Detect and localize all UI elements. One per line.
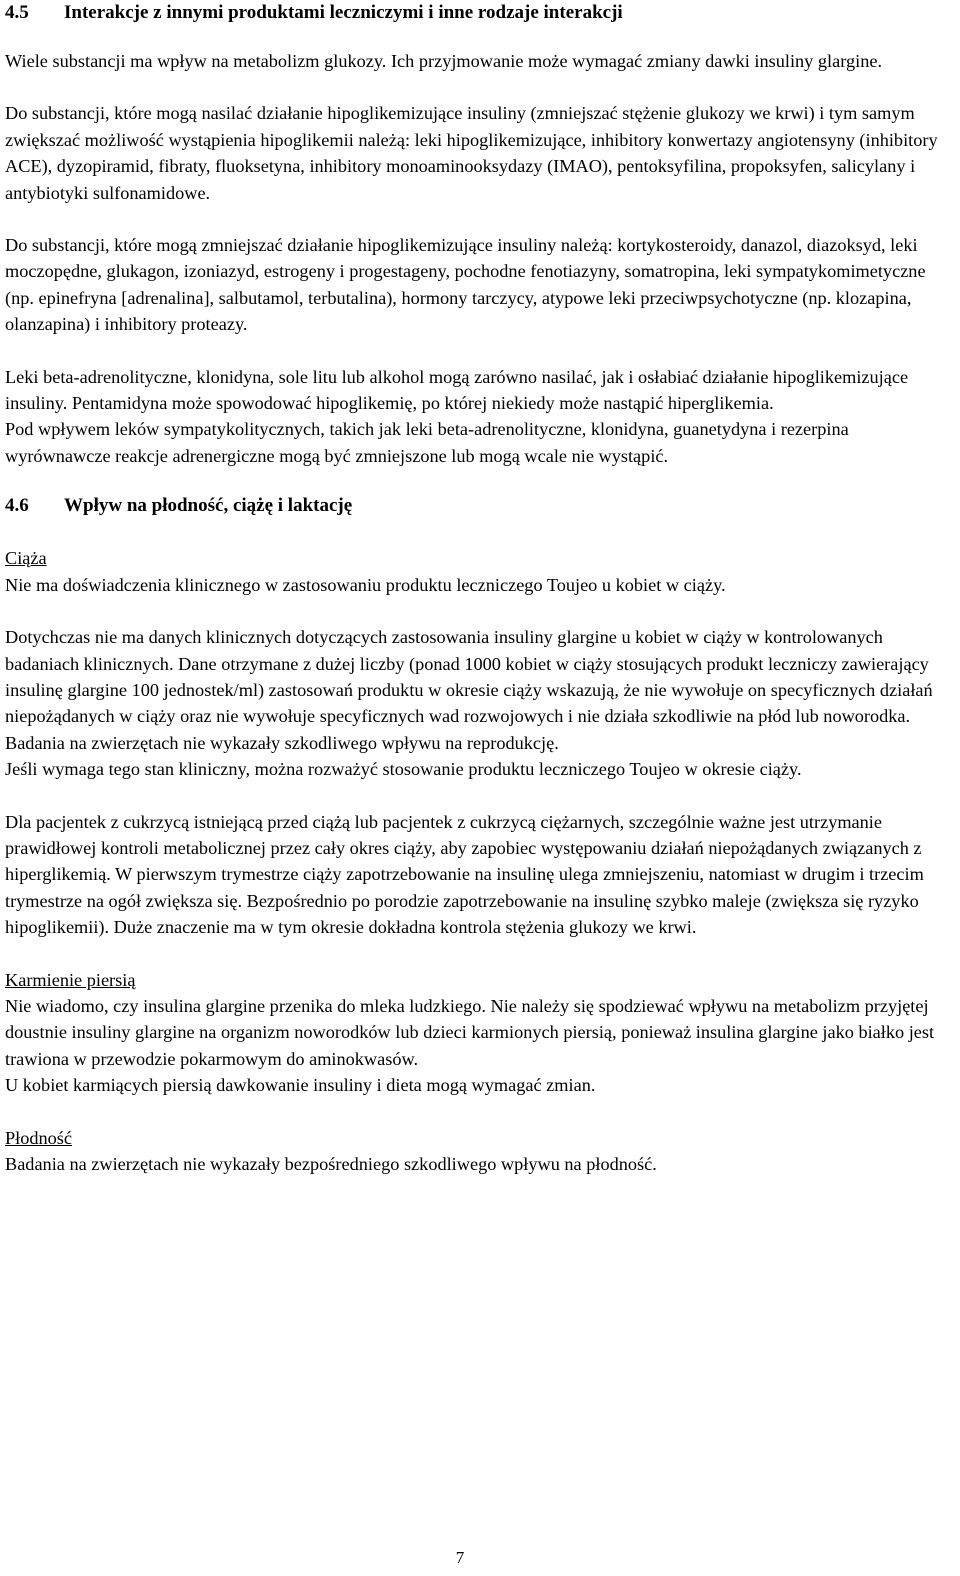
- paragraph: Badania na zwierzętach nie wykazały szkodliwego wpływu na reprodukcję.: [5, 732, 559, 753]
- page-number: 7: [455, 1548, 465, 1567]
- paragraph: Do substancji, które mogą nasilać działanie hipoglikemizujące insuliny (zmniejszać stężenie glukozy we krwi) i tym samym zwiększać możliwość wystąpienia hipoglikemii należą: leki hipoglikemizujące, inhibitory konwertazy angiotensyny (inhibitory ACE), dyzopiramid, fibraty, fluoksetyna, inhibitory monoaminooksydazy (IMAO), pentoksyfilina, propoksyfen, salicylany i antybiotyki sulfonamidowe.: [5, 103, 938, 203]
- section-heading-4-6: [5, 493, 957, 519]
- paragraph: U kobiet karmiących piersią dawkowanie insuliny i dieta mogą wymagać zmian.: [5, 1075, 596, 1096]
- section-title: Interakcje z innymi produktami leczniczymi i inne rodzaje interakcji: [64, 2, 623, 23]
- paragraph: Nie wiadomo, czy insulina glargine przenika do mleka ludzkiego. Nie należy się spodziewać wpływu na metabolizm przyjętej doustnie insuliny glargine na organizm noworodków lub dzieci karmionych piersią, ponieważ insulina glargine jako białko jest trawiona w przewodzie pokarmowym do aminokwasów.: [5, 995, 935, 1069]
- subheading-fertility: Płodność: [5, 1127, 73, 1148]
- paragraph: Wiele substancji ma wpływ na metabolizm glukozy. Ich przyjmowanie może wymagać zmiany dawki insuliny glargine.: [5, 51, 883, 71]
- document-page: [5, 0, 957, 1177]
- section-number: 4.5: [5, 2, 29, 23]
- paragraph: Leki beta-adrenolityczne, klonidyna, sole litu lub alkohol mogą zarówno nasilać, jak i osłabiać działanie hipoglikemizujące insuliny. Pentamidyna może spowodować hipoglikemię, po której niekiedy może nastąpić hiperglikemia.: [5, 366, 909, 414]
- paragraph: Jeśli wymaga tego stan kliniczny, można rozważyć stosowanie produktu leczniczego Toujeo w okresie ciąży.: [5, 759, 802, 780]
- subheading-pregnancy: Ciąża: [5, 548, 47, 569]
- subheading-breastfeeding: Karmienie piersią: [5, 969, 136, 990]
- paragraph: Nie ma doświadczenia klinicznego w zastosowaniu produktu leczniczego Toujeo u kobiet w ciąży.: [5, 574, 726, 595]
- paragraph: Badania na zwierzętach nie wykazały bezpośredniego szkodliwego wpływu na płodność.: [5, 1154, 657, 1174]
- paragraph: Pod wpływem leków sympatykolitycznych, takich jak leki beta-adrenolityczne, klonidyna, guanetydyna i rezerpina wyrównawcze reakcje adrenergiczne mogą być zmniejszone lub mogą wcale nie wystąpić.: [5, 419, 849, 466]
- section-title: Wpływ na płodność, ciążę i laktację: [64, 495, 353, 517]
- paragraph: Do substancji, które mogą zmniejszać działanie hipoglikemizujące insuliny należą: kortykosteroidy, danazol, diazoksyd, leki moczopędne, glukagon, izoniazyd, estrogeny i progestageny, pochodne fenotiazyny, somatropina, leki sympatykomimetyczne (np. epinefryna [adrenalina], salbutamol, terbutalina), hormony tarczycy, atypowe leki przeciwpsychotyczne (np. klozapina, olanzapina) i inhibitory proteazy.: [5, 235, 926, 335]
- paragraph: Dla pacjentek z cukrzycą istniejącą przed ciążą lub pacjentek z cukrzycą ciężarnych, szczególnie ważne jest utrzymanie prawidłowej kontroli metabolicznej przez cały okres ciąży, aby zapobiec występowaniu działań niepożądanych związanych z hiperglikemią. W pierwszym trymestrze ciąży zapotrzebowanie na insulinę ulega zmniejszeniu, natomiast w drugim i trzecim trymestrze na ogół zwiększa się. Bezpośrednio po porodzie zapotrzebowanie na insulinę szybko maleje (zwiększa się ryzyko hipoglikemii). Duże znaczenie ma w tym okresie dokładna kontrola stężenia glukozy we krwi.: [5, 811, 924, 938]
- paragraph: Dotychczas nie ma danych klinicznych dotyczących zastosowania insuliny glargine u kobiet w ciąży w kontrolowanych badaniach klinicznych. Dane otrzymane z dużej liczby (ponad 1000 kobiet w ciąży stosujących produkt leczniczy zawierający insulinę glargine 100 jednostek/ml) zastosowań produktu w okresie ciąży wskazują, że nie wywołuje on specyficznych działań niepożądanych w ciąży oraz nie wywołuje specyficznych wad rozwojowych i nie działa szkodliwie na płód lub noworodka.: [5, 627, 933, 727]
- section-heading-4-5: [5, 0, 957, 26]
- section-number: 4.6: [5, 495, 29, 517]
